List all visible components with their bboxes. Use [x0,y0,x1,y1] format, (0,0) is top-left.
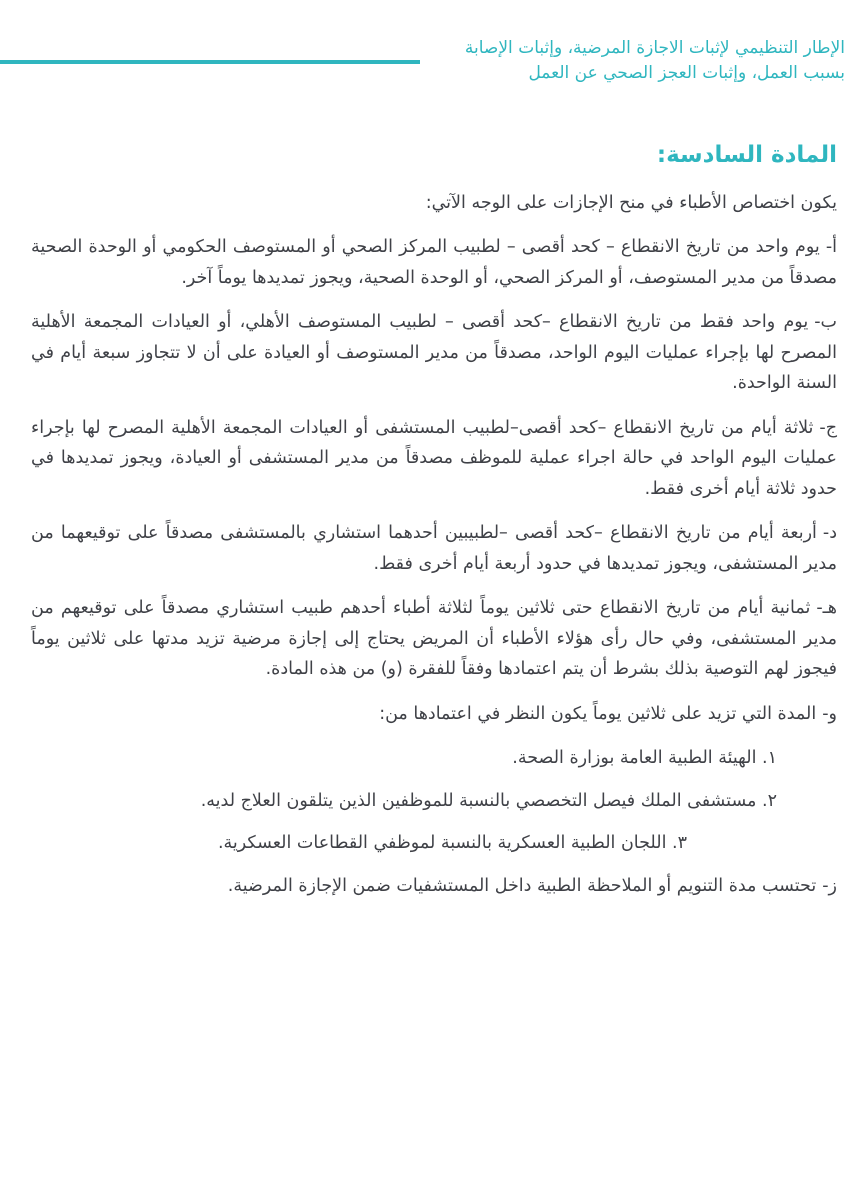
item-text: تحتسب مدة التنويم أو الملاحظة الطبية داخل المستشفيات ضمن الإجازة المرضية. [227,875,817,896]
item-marker: و- [822,703,837,724]
sub-item-3 [31,828,837,859]
article-intro: يكون اختصاص الأطباء في منح الإجازات على الوجه الآتي: [425,193,837,213]
sub-item-marker: ٢. [762,790,777,811]
sub-item-marker: ٣. [672,833,687,853]
item-marker: هـ- [816,598,837,618]
article-item-d [31,518,837,579]
item-marker: أ- [825,237,837,257]
sub-item-text: الهيئة الطبية العامة بوزارة الصحة. [512,748,757,768]
article-title: المادة السادسة: [656,142,837,168]
article-item-c [31,413,837,505]
sub-item-marker: ١. [762,748,777,768]
article-item-a [31,232,837,293]
item-marker: ب- [814,312,837,332]
sub-item-text: اللجان الطبية العسكرية بالنسبة لموظفي القطاعات العسكرية. [217,833,667,853]
sub-item-1 [31,743,837,774]
item-marker: ج- [819,417,837,438]
item-text: المدة التي تزيد على ثلاثين يوماً يكون النظر في اعتمادها من: [379,703,817,724]
header-accent-rule [0,60,420,64]
item-text: أربعة أيام من تاريخ الانقطاع –كحد أقصى –لطبيبين أحدهما استشاري بالمستشفى مصدقاً على توقيعهما من مدير المستشفى، ويجوز تمديدها في حدود أربعة أيام أخرى فقط. [31,523,837,574]
sub-item-text: مستشفى الملك فيصل التخصصي بالنسبة للموظفين الذين يتلقون العلاج لديه. [200,790,757,811]
item-marker: ز- [822,875,837,896]
article-item-e [31,593,837,685]
item-text: يوم واحد فقط من تاريخ الانقطاع –كحد أقصى – لطبيب المستوصف الأهلي، أو العيادات المجمعة الأهلية المصرح لها بإجراء عمليات اليوم الواحد، مصدقاً من مدير المستوصف أو العيادة على أن لا تتجاوز سبعة أيام في السنة الواحدة. [31,312,837,393]
article-item-g [31,871,837,902]
item-text: ثمانية أيام من تاريخ الانقطاع حتى ثلاثين يوماً لثلاثة أطباء أحدهم طبيب استشاري مصدقاً على توقيعهم من مدير المستشفى، وفي حال رأى هؤلاء الأطباء أن المريض يحتاج إلى إجازة مرضية تزيد مدتها على ثلاثين يوماً فيجوز لهم التوصية بذلك بشرط أن يتم اعتمادها وفقاً للفقرة (و) من هذه المادة. [31,598,837,679]
sub-item-2 [31,786,837,817]
article-item-b [31,307,837,399]
item-text: ثلاثة أيام من تاريخ الانقطاع –كحد أقصى–لطبيب المستشفى أو العيادات المجمعة الأهلية المصرح لها بإجراء عمليات اليوم الواحد في حالة اجراء عملية للموظف مصدقاً من مدير المستشفى أو العيادة، ويجوز تمديدها في حدود ثلاثة أيام أخرى فقط. [31,417,837,499]
article-item-f [31,699,837,730]
item-marker: د- [822,523,837,543]
article-body [31,140,837,915]
page-header [0,0,867,110]
header-title: الإطار التنظيمي لإثبات الاجازة المرضية، وإثبات الإصابة بسبب العمل، وإثبات العجز الصحي عن العمل [464,38,845,83]
item-text: يوم واحد من تاريخ الانقطاع – كحد أقصى – لطبيب المركز الصحي أو المستوصف الحكومي أو الوحدة الصحية مصدقاً من مدير المستوصف، أو المركز الصحي، أو الوحدة الصحية، ويجوز تمديدها يوماً آخر. [31,237,837,288]
